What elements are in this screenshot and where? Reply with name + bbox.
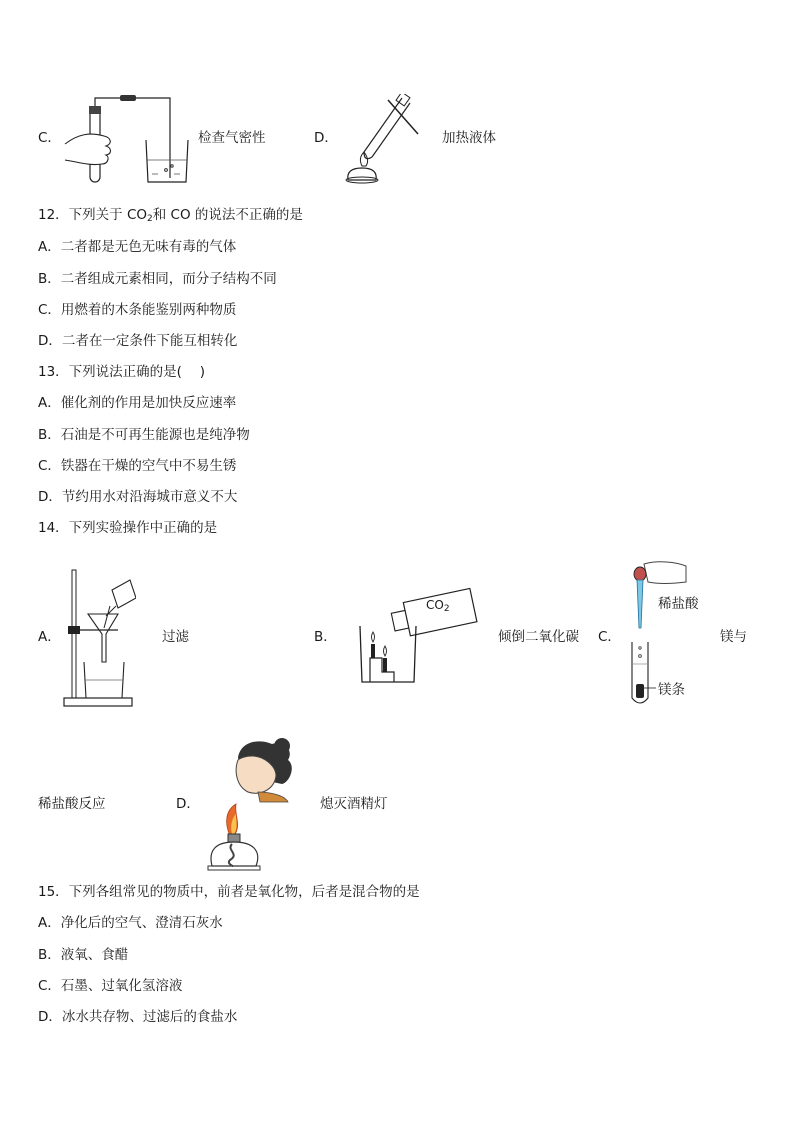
q15-option-b: B．液氧、食醋 [38, 947, 129, 963]
q13-stem: 13．下列说法正确的是( ) [38, 364, 206, 380]
q14-a-letter: A． [38, 629, 61, 645]
q12-stem: 12．下列关于 $CO_2$和 CO 的说法不正确的是 [38, 207, 303, 224]
q13-option-a: A．催化剂的作用是加快反应速率 [38, 395, 237, 411]
q13-option-d: D．节约用水对沿海城市意义不大 [38, 489, 238, 505]
heating-liquid-figure [340, 94, 420, 188]
q14-b-caption: 倾倒二氧化碳 [498, 629, 579, 645]
q11-c-caption: 检查气密性 [198, 130, 266, 146]
q11-d-letter: D． [314, 130, 338, 146]
pouring-co2-figure [356, 582, 480, 686]
co2-bottle-label: $CO_2$ [426, 598, 450, 614]
q15-stem: 15．下列各组常见的物质中，前者是氧化物，后者是混合物的是 [38, 884, 420, 900]
blowing-lamp-figure [204, 736, 296, 874]
q14-a-caption: 过滤 [162, 629, 189, 645]
q11-d-caption: 加热液体 [442, 130, 496, 146]
q15-option-a: A．净化后的空气、澄清石灰水 [38, 915, 223, 931]
q13-option-c: C．铁器在干燥的空气中不易生锈 [38, 458, 237, 474]
q13-option-b: B．石油是不可再生能源也是纯净物 [38, 427, 250, 443]
q14-b-letter: B． [314, 629, 337, 645]
q12-option-d: D．二者在一定条件下能互相转化 [38, 333, 238, 349]
q14-c-caption-1: 镁与 [720, 629, 747, 645]
airtightness-check-figure [60, 94, 190, 186]
q14-c-caption-2: 稀盐酸反应 [38, 796, 106, 812]
q12-option-b: B．二者组成元素相同，而分子结构不同 [38, 271, 277, 287]
q12-option-c: C．用燃着的木条能鉴别两种物质 [38, 302, 237, 318]
q15-option-d: D．冰水共存物、过滤后的食盐水 [38, 1009, 238, 1025]
mg-strip-label: 镁条 [658, 682, 685, 698]
q14-d-letter: D． [176, 796, 200, 812]
q14-d-caption: 熄灭酒精灯 [320, 796, 388, 812]
q11-c-letter: C． [38, 130, 61, 146]
acid-label: 稀盐酸 [658, 596, 699, 612]
q14-stem: 14．下列实验操作中正确的是 [38, 520, 218, 536]
filtration-figure [60, 566, 136, 710]
q14-c-letter: C． [598, 629, 621, 645]
q15-option-c: C．石墨、过氧化氢溶液 [38, 978, 183, 994]
q12-option-a: A．二者都是无色无味有毒的气体 [38, 239, 237, 255]
